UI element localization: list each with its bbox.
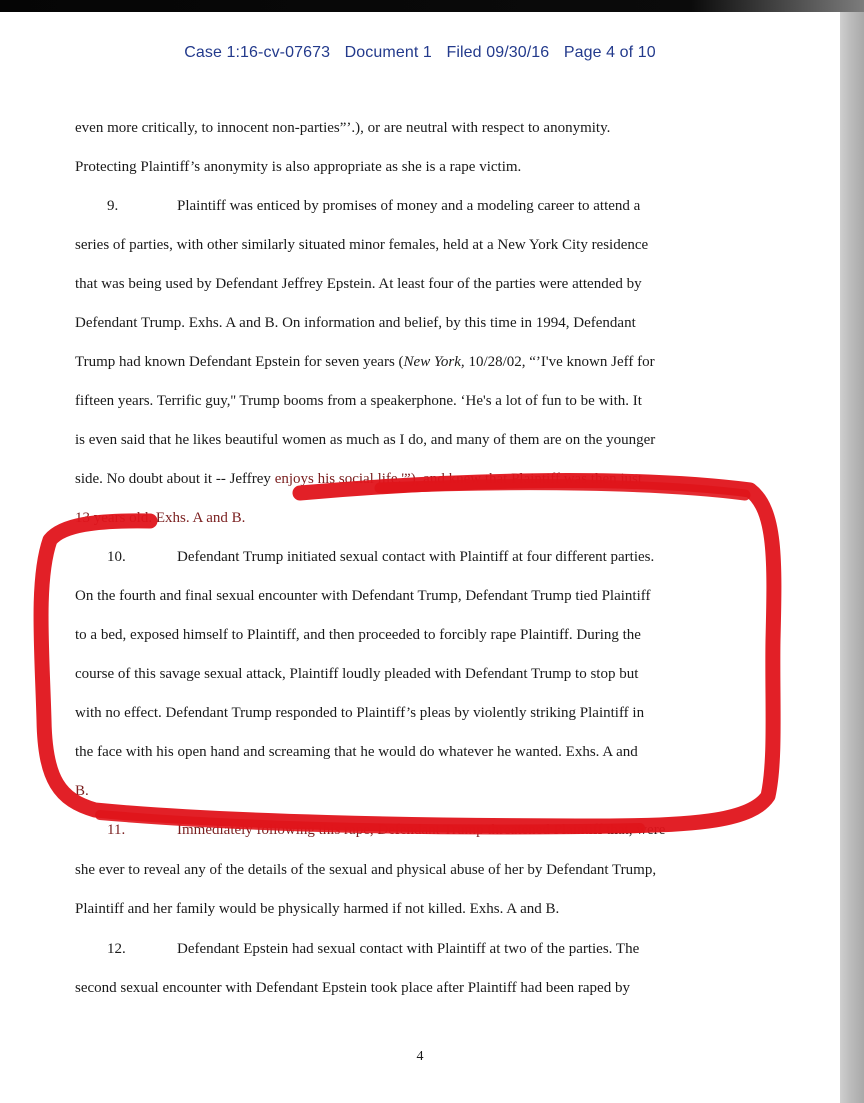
body-line: fifteen years. Terrific guy,'' Trump booms from a speakerphone. ‘He's a lot of fun to be with. It (75, 393, 642, 409)
body-line: is even said that he likes beautiful women as much as I do, and many of them are on the younger (75, 432, 656, 448)
body-line-under-markup: B. (75, 783, 89, 799)
paragraph-11-first-line (107, 820, 665, 840)
paragraph-number: 11. (107, 822, 126, 838)
body-line: that was being used by Defendant Jeffrey Epstein. At least four of the parties were attended by (75, 276, 642, 292)
court-filing-header (0, 44, 840, 62)
body-text: Trump had known Defendant Epstein for seven years ( (75, 354, 404, 370)
filed-date: Filed 09/30/16 (446, 44, 550, 61)
body-line: she ever to reveal any of the details of the sexual and physical abuse of her by Defendant Trump, (75, 862, 657, 878)
document-number: Document 1 (344, 44, 432, 61)
page-number: 4 (416, 1049, 424, 1064)
body-line: Defendant Trump. Exhs. A and B. On information and belief, by this time in 1994, Defendant (75, 315, 636, 331)
body-text: Plaintiff was enticed by promises of money and a modeling career to attend a (177, 198, 641, 214)
body-line: the face with his open hand and screaming that he would do whatever he wanted. Exhs. A and (75, 744, 638, 760)
body-line: course of this savage sexual attack, Plaintiff loudly pleaded with Defendant Trump to stop but (75, 666, 639, 682)
body-line (75, 352, 655, 372)
case-number: Case 1:16-cv-07673 (184, 44, 331, 61)
document-page (0, 12, 840, 1103)
body-line: even more critically, to innocent non-parties”’.), or are neutral with respect to anonymity. (75, 120, 611, 136)
body-text-under-markup: enjoys his social life.'”), and knew that Plaintiff was then just (274, 471, 643, 487)
paragraph-number: 12. (107, 941, 126, 957)
page-right-edge (840, 12, 864, 1103)
paragraph-10-first-line (107, 547, 654, 567)
body-text-under-markup: Immediately following this rape, Defendant Trump threatened Plaintiff (177, 822, 607, 838)
page-count: Page 4 of 10 (563, 44, 656, 61)
body-text: side. No doubt about it -- Jeffrey (75, 471, 275, 487)
citation-italic: New York, (403, 354, 465, 370)
body-line (75, 469, 642, 489)
body-line: with no effect. Defendant Trump responded to Plaintiff’s pleas by violently striking Plaintiff in (75, 705, 645, 721)
body-line: Plaintiff and her family would be physically harmed if not killed. Exhs. A and B. (75, 901, 560, 917)
body-line: Protecting Plaintiff’s anonymity is also appropriate as she is a rape victim. (75, 159, 522, 175)
paragraph-12-first-line (107, 939, 639, 959)
body-text: 10/28/02, “’I've known Jeff for (464, 354, 655, 370)
body-line: series of parties, with other similarly situated minor females, held at a New York City residence (75, 237, 649, 253)
body-text: that, were (606, 822, 666, 838)
body-line: On the fourth and final sexual encounter with Defendant Trump, Defendant Trump tied Plaintiff (75, 588, 651, 604)
body-line: to a bed, exposed himself to Plaintiff, and then proceeded to forcibly rape Plaintiff. During the (75, 627, 641, 643)
body-line-under-markup: 13 years old. Exhs. A and B. (75, 510, 246, 526)
body-text: Defendant Trump initiated sexual contact with Plaintiff at four different parties. (177, 549, 655, 565)
paragraph-number: 10. (107, 549, 126, 565)
body-line: second sexual encounter with Defendant Epstein took place after Plaintiff had been raped by (75, 980, 630, 996)
paragraph-number: 9. (107, 198, 119, 214)
body-text: Defendant Epstein had sexual contact with Plaintiff at two of the parties. The (177, 941, 640, 957)
paragraph-9-first-line (107, 196, 640, 216)
